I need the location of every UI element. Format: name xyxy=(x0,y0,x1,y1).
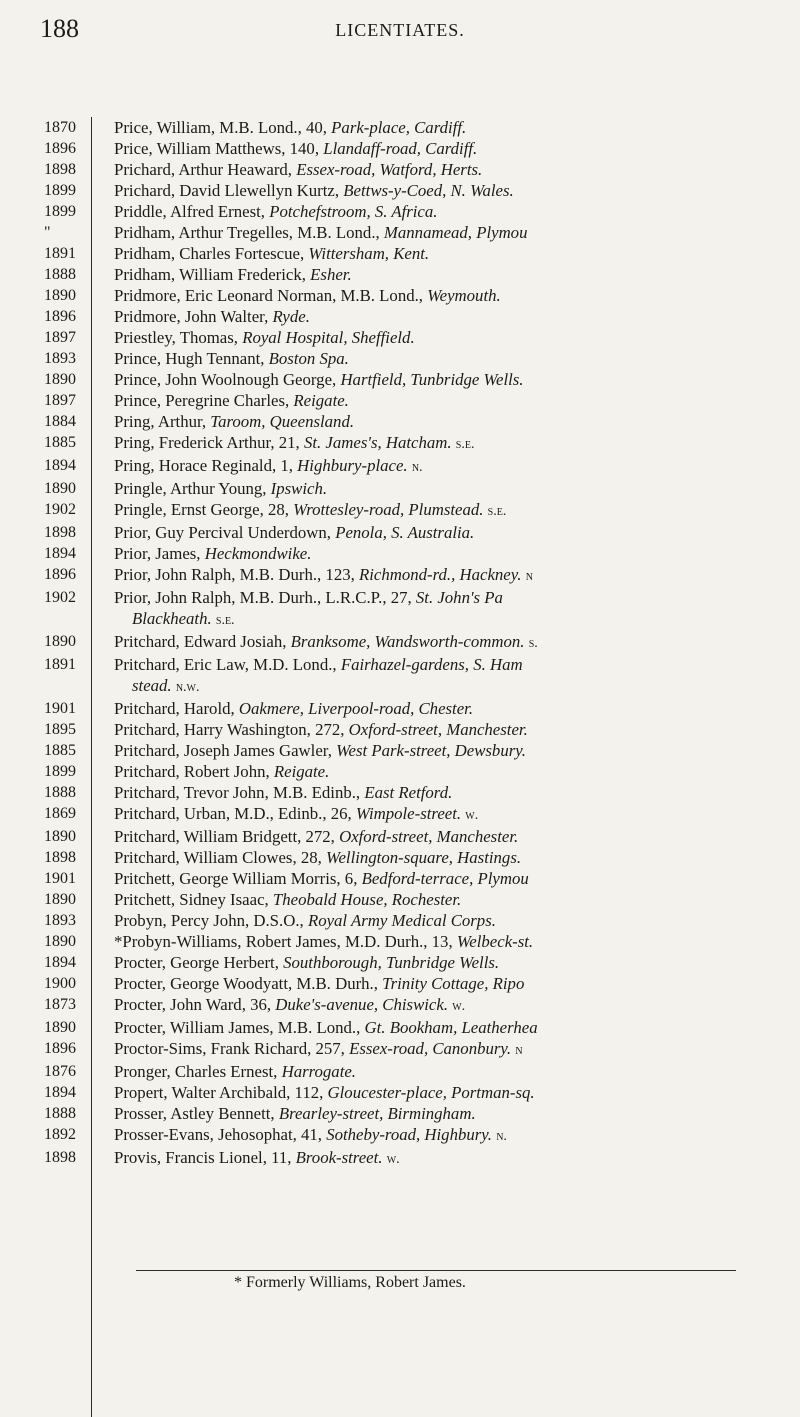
entry-text xyxy=(98,973,794,994)
entry-address: West Park-street, Dewsbury. xyxy=(336,741,526,760)
entry-name: Pronger, Charles Ernest, xyxy=(114,1062,278,1081)
entry-address: Bettws-y-Coed, N. Wales. xyxy=(343,181,514,200)
list-item xyxy=(44,761,800,782)
entry-address: Heckmondwike. xyxy=(204,544,312,563)
entry-text xyxy=(98,587,794,631)
entry-address: Southborough, Tunbridge Wells. xyxy=(283,953,500,972)
entry-year: 1890 xyxy=(44,891,76,908)
entry-name: Pritchard, Harold, xyxy=(114,699,235,718)
entry-address: Fairhazel-gardens, S. Ham xyxy=(340,655,523,674)
entry-text xyxy=(98,761,794,782)
entry-name: Pritchard, Urban, M.D., Edinb., 26, xyxy=(114,804,352,823)
list-item xyxy=(44,1124,800,1147)
entry-address: Richmond-rd., Hackney. xyxy=(359,565,522,584)
entry-year: 1896 xyxy=(44,308,76,325)
entry-text xyxy=(98,889,794,910)
entry-address: Essex-road, Canonbury. xyxy=(349,1039,512,1058)
list-item xyxy=(44,826,800,847)
entry-district: s.e. xyxy=(455,437,475,452)
entry-text xyxy=(98,159,794,180)
entry-name: Pritchard, Robert John, xyxy=(114,762,270,781)
list-item xyxy=(44,1038,800,1061)
entry-text xyxy=(98,868,794,889)
entry-address: Gloucester-place, Portman-sq. xyxy=(327,1083,535,1102)
list-item xyxy=(44,782,800,803)
list-item xyxy=(44,1147,800,1170)
entry-name: Propert, Walter Archibald, 112, xyxy=(114,1083,324,1102)
entry-name: Pridham, Arthur Tregelles, M.B. Lond., xyxy=(114,223,380,242)
entry-district: w. xyxy=(465,808,479,823)
entry-address: Reigate. xyxy=(273,762,330,781)
entry-list xyxy=(44,117,800,1170)
entry-text xyxy=(98,1124,794,1147)
list-item xyxy=(44,369,800,390)
entry-address: Bedford-terrace, Plymou xyxy=(361,869,529,888)
entry-year: 1898 xyxy=(44,1149,76,1166)
entry-name: *Probyn-Williams, Robert James, M.D. Durh., 13, xyxy=(114,932,453,951)
list-item xyxy=(44,1017,800,1038)
entry-text xyxy=(98,803,794,826)
entry-address: Gt. Bookham, Leatherhea xyxy=(364,1018,538,1037)
entry-name: Pridham, William Frederick, xyxy=(114,265,306,284)
entry-year: 1901 xyxy=(44,700,76,717)
entry-year: 1888 xyxy=(44,784,76,801)
entry-year: 1890 xyxy=(44,633,76,650)
entry-text xyxy=(98,478,794,499)
list-item xyxy=(44,587,800,631)
list-item xyxy=(44,243,800,264)
entry-year: 1897 xyxy=(44,329,76,346)
list-item xyxy=(44,348,800,369)
entry-address: Taroom, Queensland. xyxy=(210,412,355,431)
entry-year: 1876 xyxy=(44,1063,76,1080)
list-item xyxy=(44,564,800,587)
entry-year: 1890 xyxy=(44,287,76,304)
entry-text xyxy=(98,499,794,522)
entry-year: 1897 xyxy=(44,392,76,409)
entry-name: Pritchett, George William Morris, 6, xyxy=(114,869,358,888)
entry-name: Pritchard, Edward Josiah, xyxy=(114,632,287,651)
entry-year: 1898 xyxy=(44,849,76,866)
entry-name: Prichard, Arthur Heaward, xyxy=(114,160,293,179)
entry-name: Prior, John Ralph, M.B. Durh., 123, xyxy=(114,565,355,584)
entry-year: 1894 xyxy=(44,457,76,474)
entry-text xyxy=(98,180,794,201)
entry-text xyxy=(98,327,794,348)
list-item xyxy=(44,952,800,973)
footnote-rule xyxy=(136,1270,736,1271)
entry-year: 1890 xyxy=(44,480,76,497)
entry-text xyxy=(98,201,794,222)
list-item xyxy=(44,222,800,243)
entry-address: Penola, S. Australia. xyxy=(335,523,475,542)
entry-text xyxy=(98,952,794,973)
entry-address: Esher. xyxy=(310,265,352,284)
list-item xyxy=(44,1061,800,1082)
entry-continuation-address: stead. xyxy=(132,676,172,695)
entry-district: n. xyxy=(496,1129,507,1144)
entry-address: East Retford. xyxy=(364,783,453,802)
entry-name: Price, William, M.B. Lond., 40, xyxy=(114,118,327,137)
entry-year: 1888 xyxy=(44,266,76,283)
entry-name: Prince, Peregrine Charles, xyxy=(114,391,290,410)
entry-name: Pridham, Charles Fortescue, xyxy=(114,244,305,263)
entry-name: Priestley, Thomas, xyxy=(114,328,238,347)
entry-text xyxy=(98,243,794,264)
list-item xyxy=(44,264,800,285)
entry-text xyxy=(98,138,794,159)
list-item xyxy=(44,455,800,478)
entry-text xyxy=(98,1017,794,1038)
entry-year: 1896 xyxy=(44,566,76,583)
entry-text xyxy=(98,306,794,327)
entry-year: 1896 xyxy=(44,140,76,157)
entry-text xyxy=(98,910,794,931)
list-item xyxy=(44,847,800,868)
entry-text xyxy=(98,740,794,761)
list-item xyxy=(44,910,800,931)
entry-year: 1885 xyxy=(44,742,76,759)
entry-name: Pritchard, Harry Washington, 272, xyxy=(114,720,345,739)
entry-address: Royal Hospital, Sheffield. xyxy=(242,328,415,347)
entry-year: 1898 xyxy=(44,161,76,178)
entry-year: 1870 xyxy=(44,119,76,136)
entry-name: Procter, William James, M.B. Lond., xyxy=(114,1018,361,1037)
entry-address: Theobald House, Rochester. xyxy=(272,890,462,909)
entry-text xyxy=(98,455,794,478)
list-item xyxy=(44,138,800,159)
entry-text xyxy=(98,1061,794,1082)
entry-address: Trinity Cottage, Ripo xyxy=(382,974,525,993)
entry-text xyxy=(98,994,794,1017)
list-item xyxy=(44,931,800,952)
entry-name: Procter, George Herbert, xyxy=(114,953,279,972)
entry-year: 1890 xyxy=(44,1019,76,1036)
entry-year: 1884 xyxy=(44,413,76,430)
list-item xyxy=(44,499,800,522)
entry-address: Llandaff-road, Cardiff. xyxy=(323,139,478,158)
entry-text xyxy=(98,1147,794,1170)
entry-year: 1891 xyxy=(44,245,76,262)
running-head: LICENTIATES. xyxy=(335,20,465,40)
entry-text xyxy=(98,631,794,654)
list-item xyxy=(44,719,800,740)
entry-text xyxy=(98,432,794,455)
entry-address: Wittersham, Kent. xyxy=(308,244,430,263)
entry-text xyxy=(98,719,794,740)
entry-year: 1901 xyxy=(44,870,76,887)
list-item xyxy=(44,478,800,499)
list-item xyxy=(44,654,800,698)
entry-text xyxy=(98,1038,794,1061)
entry-address: Potchefstroom, S. Africa. xyxy=(269,202,438,221)
entry-year: 1873 xyxy=(44,996,76,1013)
entry-address: Duke's-avenue, Chiswick. xyxy=(275,995,449,1014)
entry-name: Prichard, David Llewellyn Kurtz, xyxy=(114,181,340,200)
entry-name: Provis, Francis Lionel, 11, xyxy=(114,1148,292,1167)
entry-address: Brook-street. xyxy=(295,1148,383,1167)
entry-text xyxy=(98,348,794,369)
entry-text xyxy=(98,522,794,543)
entry-year: 1891 xyxy=(44,656,76,673)
entry-address: Hartfield, Tunbridge Wells. xyxy=(340,370,524,389)
entry-address: Highbury-place. xyxy=(297,456,408,475)
entry-year: 1899 xyxy=(44,182,76,199)
entry-text xyxy=(98,931,794,952)
entry-year: 1893 xyxy=(44,912,76,929)
entry-year: 1899 xyxy=(44,203,76,220)
list-item xyxy=(44,1082,800,1103)
entry-name: Probyn, Percy John, D.S.O., xyxy=(114,911,304,930)
entry-year: 1898 xyxy=(44,524,76,541)
entry-year: 1890 xyxy=(44,933,76,950)
entry-address: Welbeck-st. xyxy=(456,932,534,951)
entry-text xyxy=(98,369,794,390)
entry-text xyxy=(98,117,794,138)
entry-text xyxy=(98,847,794,868)
entry-text xyxy=(98,1082,794,1103)
entry-year: 1902 xyxy=(44,501,76,518)
entry-district: w. xyxy=(452,999,466,1014)
entry-name: Procter, John Ward, 36, xyxy=(114,995,272,1014)
entry-name: Prosser, Astley Bennett, xyxy=(114,1104,275,1123)
entry-district: n xyxy=(515,1043,523,1058)
entry-address: Oxford-street, Manchester. xyxy=(339,827,519,846)
entry-address: Harrogate. xyxy=(281,1062,357,1081)
list-item xyxy=(44,631,800,654)
entry-year: 1888 xyxy=(44,1105,76,1122)
entry-name: Pritchard, Trevor John, M.B. Edinb., xyxy=(114,783,361,802)
list-item xyxy=(44,327,800,348)
entry-address: Mannamead, Plymou xyxy=(383,223,528,242)
list-item xyxy=(44,522,800,543)
entry-name: Pritchard, William Bridgett, 272, xyxy=(114,827,335,846)
entry-continuation xyxy=(114,608,794,631)
list-item xyxy=(44,180,800,201)
entry-name: Pritchard, Joseph James Gawler, xyxy=(114,741,332,760)
entry-text xyxy=(98,564,794,587)
entry-address: Essex-road, Watford, Herts. xyxy=(296,160,483,179)
entry-name: Proctor-Sims, Frank Richard, 257, xyxy=(114,1039,345,1058)
entry-name: Pritchard, Eric Law, M.D. Lond., xyxy=(114,655,337,674)
entry-name: Pring, Arthur, xyxy=(114,412,207,431)
entry-district: n. xyxy=(411,460,423,475)
entry-year: 1890 xyxy=(44,371,76,388)
entry-address: Ipswich. xyxy=(270,479,328,498)
entry-year: 1869 xyxy=(44,805,76,822)
entry-name: Prior, John Ralph, M.B. Durh., L.R.C.P., 27, xyxy=(114,588,412,607)
entry-address: Branksome, Wandsworth-common. xyxy=(290,632,525,651)
entry-year: 1900 xyxy=(44,975,76,992)
entry-year: 1902 xyxy=(44,589,76,606)
list-item xyxy=(44,994,800,1017)
list-item xyxy=(44,1103,800,1124)
page-number: 188 xyxy=(40,14,79,43)
list-item xyxy=(44,201,800,222)
entry-text xyxy=(98,411,794,432)
entry-year: 1894 xyxy=(44,954,76,971)
entry-name: Prince, John Woolnough George, xyxy=(114,370,337,389)
entry-year: 1890 xyxy=(44,828,76,845)
entry-text xyxy=(98,264,794,285)
entry-name: Pritchard, William Clowes, 28, xyxy=(114,848,322,867)
entry-year: 1895 xyxy=(44,721,76,738)
entry-name: Prior, James, xyxy=(114,544,201,563)
entry-text xyxy=(98,390,794,411)
list-item xyxy=(44,740,800,761)
entry-text xyxy=(98,285,794,306)
entry-district: n.w. xyxy=(175,680,200,695)
entry-address: Wimpole-street. xyxy=(355,804,462,823)
entry-address: Wellington-square, Hastings. xyxy=(326,848,522,867)
entry-address: Sotheby-road, Highbury. xyxy=(326,1125,492,1144)
list-item xyxy=(44,973,800,994)
entry-address: Brearley-street, Birmingham. xyxy=(278,1104,476,1123)
entry-year: 1896 xyxy=(44,1040,76,1057)
entry-address: Ryde. xyxy=(272,307,310,326)
list-item xyxy=(44,411,800,432)
list-item xyxy=(44,306,800,327)
entry-address: Park-place, Cardiff. xyxy=(331,118,467,137)
entry-name: Procter, George Woodyatt, M.B. Durh., xyxy=(114,974,378,993)
list-item xyxy=(44,432,800,455)
entry-district: s.e. xyxy=(487,504,507,519)
entry-address: St. James's, Hatcham. xyxy=(303,433,452,452)
list-item xyxy=(44,868,800,889)
entry-name: Pringle, Ernst George, 28, xyxy=(114,500,289,519)
entry-continuation xyxy=(114,675,794,698)
entry-address: Reigate. xyxy=(293,391,349,410)
entry-name: Prior, Guy Percival Underdown, xyxy=(114,523,331,542)
entry-address: Oakmere, Liverpool-road, Chester. xyxy=(238,699,474,718)
entry-name: Pridmore, John Walter, xyxy=(114,307,269,326)
entry-year: " xyxy=(44,224,51,241)
entry-text xyxy=(98,654,794,698)
entry-year: 1893 xyxy=(44,350,76,367)
entry-year: 1899 xyxy=(44,763,76,780)
entry-name: Pring, Frederick Arthur, 21, xyxy=(114,433,300,452)
list-item xyxy=(44,889,800,910)
entry-continuation-address: Blackheath. xyxy=(132,609,212,628)
footnote: * Formerly Williams, Robert James. xyxy=(234,1274,466,1291)
entry-name: Pritchett, Sidney Isaac, xyxy=(114,890,269,909)
entry-text xyxy=(98,698,794,719)
list-item xyxy=(44,543,800,564)
list-item xyxy=(44,390,800,411)
list-item xyxy=(44,803,800,826)
entry-year: 1894 xyxy=(44,545,76,562)
entry-district: n xyxy=(525,569,533,584)
entry-text xyxy=(98,1103,794,1124)
entry-text xyxy=(98,222,794,243)
entry-text xyxy=(98,543,794,564)
entry-name: Pringle, Arthur Young, xyxy=(114,479,267,498)
entry-district: w. xyxy=(386,1152,400,1167)
entry-address: Boston Spa. xyxy=(268,349,349,368)
entry-text xyxy=(98,782,794,803)
entry-name: Priddle, Alfred Ernest, xyxy=(114,202,265,221)
entry-district: s. xyxy=(528,636,538,651)
entry-district: s.e. xyxy=(215,613,235,628)
entry-address: Weymouth. xyxy=(427,286,501,305)
entry-year: 1885 xyxy=(44,434,76,451)
entry-name: Prince, Hugh Tennant, xyxy=(114,349,265,368)
entry-address: St. John's Pa xyxy=(415,588,503,607)
entry-name: Price, William Matthews, 140, xyxy=(114,139,320,158)
entry-address: Royal Army Medical Corps. xyxy=(307,911,496,930)
entry-name: Pring, Horace Reginald, 1, xyxy=(114,456,293,475)
entry-address: Oxford-street, Manchester. xyxy=(348,720,528,739)
list-item xyxy=(44,117,800,138)
entry-name: Pridmore, Eric Leonard Norman, M.B. Lond., xyxy=(114,286,423,305)
entry-year: 1892 xyxy=(44,1126,76,1143)
entry-address: Wrottesley-road, Plumstead. xyxy=(293,500,484,519)
entry-name: Prosser-Evans, Jehosophat, 41, xyxy=(114,1125,323,1144)
list-item xyxy=(44,159,800,180)
entry-year: 1894 xyxy=(44,1084,76,1101)
list-item xyxy=(44,285,800,306)
entry-text xyxy=(98,826,794,847)
list-item xyxy=(44,698,800,719)
